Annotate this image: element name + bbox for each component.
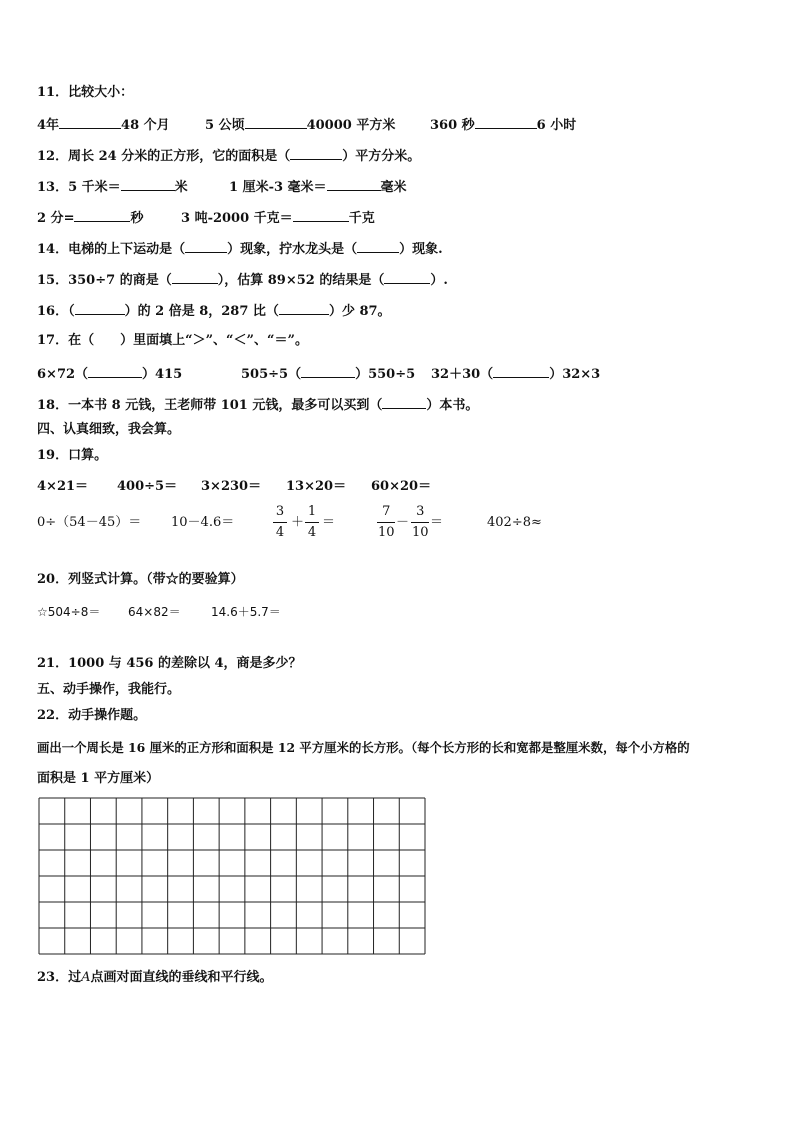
q13-item-3-right: 秒 bbox=[130, 211, 144, 226]
q11-item-3-left: 360 秒 bbox=[430, 118, 475, 133]
q15-p2: ），估算 89×52 的结果是（ bbox=[217, 273, 385, 288]
q14-p1: 14．电梯的上下运动是（ bbox=[37, 242, 186, 257]
q17-blank-1[interactable] bbox=[88, 365, 142, 378]
q14-p2: ）现象，拧水龙头是（ bbox=[227, 242, 358, 257]
q19-item: 60×20＝ bbox=[371, 479, 432, 494]
q19-title: 19．口算。 bbox=[37, 448, 108, 463]
q19-item: 3×230＝ bbox=[201, 479, 262, 494]
fraction-numerator: 3 bbox=[275, 504, 285, 519]
q18-before: 18．一本书 8 元钱，王老师带 101 元钱，最多可以买到（ bbox=[37, 398, 383, 413]
fraction-bar bbox=[273, 522, 287, 523]
q17-item-3 bbox=[431, 365, 600, 383]
q19-item: 13×20＝ bbox=[286, 479, 347, 494]
q17-item-2-right: ）550÷5 bbox=[355, 367, 416, 382]
equals-sign: ＝ bbox=[430, 515, 444, 530]
q15-blank-1[interactable] bbox=[172, 271, 218, 284]
fraction-denominator: 4 bbox=[275, 525, 285, 540]
q13-item-2-right: 毫米 bbox=[380, 180, 407, 195]
equals-sign: ＝ bbox=[322, 515, 336, 530]
q14 bbox=[37, 240, 443, 258]
fraction-bar bbox=[377, 522, 395, 523]
q13-item-3 bbox=[37, 209, 143, 227]
q15-blank-2[interactable] bbox=[384, 271, 430, 284]
q16 bbox=[37, 302, 391, 320]
q15-p1: 15．350÷7 的商是（ bbox=[37, 273, 172, 288]
q19-item: 402÷8≈ bbox=[487, 515, 542, 530]
q12-blank[interactable] bbox=[290, 147, 342, 160]
q11-item-1 bbox=[37, 116, 170, 134]
drawing-grid[interactable] bbox=[38, 797, 426, 955]
q22-instruction-line-1: 画出一个周长是 16 厘米的正方形和面积是 12 平方厘米的长方形。（每个长方形的长和宽都是整厘米数，每个小方格的 bbox=[37, 740, 690, 755]
q17-item-1-right: ）415 bbox=[142, 367, 183, 382]
q21: 21．1000 与 456 的差除以 4，商是多少？ bbox=[37, 656, 302, 671]
q18-blank[interactable] bbox=[382, 396, 426, 409]
q12 bbox=[37, 147, 420, 165]
q22-title: 22．动手操作题。 bbox=[37, 708, 147, 723]
q17-item-2-left: 505÷5（ bbox=[241, 367, 302, 382]
fraction-7-10 bbox=[376, 504, 397, 541]
fraction-denominator: 10 bbox=[412, 525, 429, 540]
plus-operator: ＋ bbox=[291, 515, 305, 530]
minus-operator: － bbox=[396, 515, 410, 530]
q13-item-4 bbox=[181, 209, 375, 227]
fraction-3-4 bbox=[273, 504, 287, 541]
q13-item-4-right: 千克 bbox=[348, 211, 375, 226]
q13-item-1 bbox=[37, 178, 188, 196]
q17-item-3-right: ）32×3 bbox=[549, 367, 601, 382]
q17-title: 17．在（ ）里面填上“＞”、“＜”、“＝”。 bbox=[37, 333, 308, 348]
q22-instruction-line-2: 面积是 1 平方厘米） bbox=[37, 771, 160, 786]
q16-blank-1[interactable] bbox=[75, 302, 125, 315]
q23-after: 点画对面直线的垂线和平行线。 bbox=[90, 970, 273, 985]
q11-blank-1[interactable] bbox=[59, 116, 121, 129]
fraction-denominator: 10 bbox=[378, 525, 395, 540]
q17-blank-2[interactable] bbox=[301, 365, 355, 378]
q13-blank-1[interactable] bbox=[121, 178, 175, 191]
q16-blank-2[interactable] bbox=[279, 302, 329, 315]
q17-item-1 bbox=[37, 365, 182, 383]
q13-blank-4[interactable] bbox=[293, 209, 349, 222]
q13-item-1-right: 米 bbox=[174, 180, 188, 195]
q16-p3: ）少 87。 bbox=[328, 304, 391, 319]
q17-item-1-left: 6×72（ bbox=[37, 367, 89, 382]
q11-item-2 bbox=[205, 116, 395, 134]
fraction-1-4 bbox=[305, 504, 319, 541]
fraction-denominator: 4 bbox=[307, 525, 317, 540]
q14-blank-1[interactable] bbox=[185, 240, 227, 253]
q20-item: ☆504÷8＝ bbox=[37, 605, 101, 619]
q20-item: 64×82＝ bbox=[128, 605, 181, 619]
q16-p1: 16．（ bbox=[37, 304, 75, 319]
fraction-numerator: 7 bbox=[382, 504, 391, 519]
q11-blank-3[interactable] bbox=[475, 116, 537, 129]
q19-item: 4×21＝ bbox=[37, 479, 89, 494]
point-a-label: A bbox=[81, 970, 91, 985]
fraction-bar bbox=[411, 522, 429, 523]
q13-item-1-left: 13．5 千米＝ bbox=[37, 180, 121, 195]
q12-after: ）平方分米。 bbox=[342, 149, 421, 164]
q17-blank-3[interactable] bbox=[493, 365, 549, 378]
q13-blank-3[interactable] bbox=[74, 209, 130, 222]
q11-item-2-right: 40000 平方米 bbox=[306, 118, 396, 133]
q16-p2: ）的 2 倍是 8，287 比（ bbox=[124, 304, 279, 319]
q17-item-2 bbox=[241, 365, 415, 383]
q11-item-3-right: 6 小时 bbox=[536, 118, 577, 133]
q19-item: 400÷5＝ bbox=[117, 479, 178, 494]
q13-item-4-left: 3 吨-2000 千克＝ bbox=[181, 211, 293, 226]
section-four-heading: 四、认真细致，我会算。 bbox=[37, 422, 181, 437]
q11-blank-2[interactable] bbox=[245, 116, 307, 129]
q15 bbox=[37, 271, 448, 289]
q18-after: ）本书。 bbox=[426, 398, 479, 413]
q11-title: 11．比较大小： bbox=[37, 85, 134, 100]
q20-title: 20．列竖式计算。（带☆的要验算） bbox=[37, 572, 244, 587]
fraction-bar bbox=[305, 522, 319, 523]
q13-item-2-left: 1 厘米-3 毫米＝ bbox=[229, 180, 327, 195]
q14-blank-2[interactable] bbox=[357, 240, 399, 253]
q23-before: 23．过 bbox=[37, 970, 82, 985]
q19-item: 0÷（54－45）＝ bbox=[37, 515, 142, 530]
q11-item-3 bbox=[430, 116, 576, 134]
fraction-3-10 bbox=[410, 504, 431, 541]
q11-item-1-right: 48 个月 bbox=[121, 118, 170, 133]
q12-before: 12．周长 24 分米的正方形，它的面积是（ bbox=[37, 149, 291, 164]
fraction-numerator: 1 bbox=[307, 504, 317, 519]
q20-item: 14.6＋5.7＝ bbox=[211, 605, 281, 619]
fraction-numerator: 3 bbox=[416, 504, 425, 519]
q14-p3: ）现象. bbox=[399, 242, 443, 257]
q18 bbox=[37, 396, 478, 414]
q11-item-2-left: 5 公顷 bbox=[205, 118, 245, 133]
section-five-heading: 五、动手操作，我能行。 bbox=[37, 682, 181, 697]
q17-item-3-left: 32＋30（ bbox=[431, 367, 494, 382]
q19-item: 10－4.6＝ bbox=[171, 515, 235, 530]
q23 bbox=[37, 970, 273, 986]
q11-item-1-left: 4年 bbox=[37, 118, 60, 133]
q13-item-2 bbox=[229, 178, 407, 196]
q13-blank-2[interactable] bbox=[327, 178, 381, 191]
q15-p3: ）. bbox=[430, 273, 448, 288]
q13-item-3-left: 2 分= bbox=[37, 211, 75, 226]
